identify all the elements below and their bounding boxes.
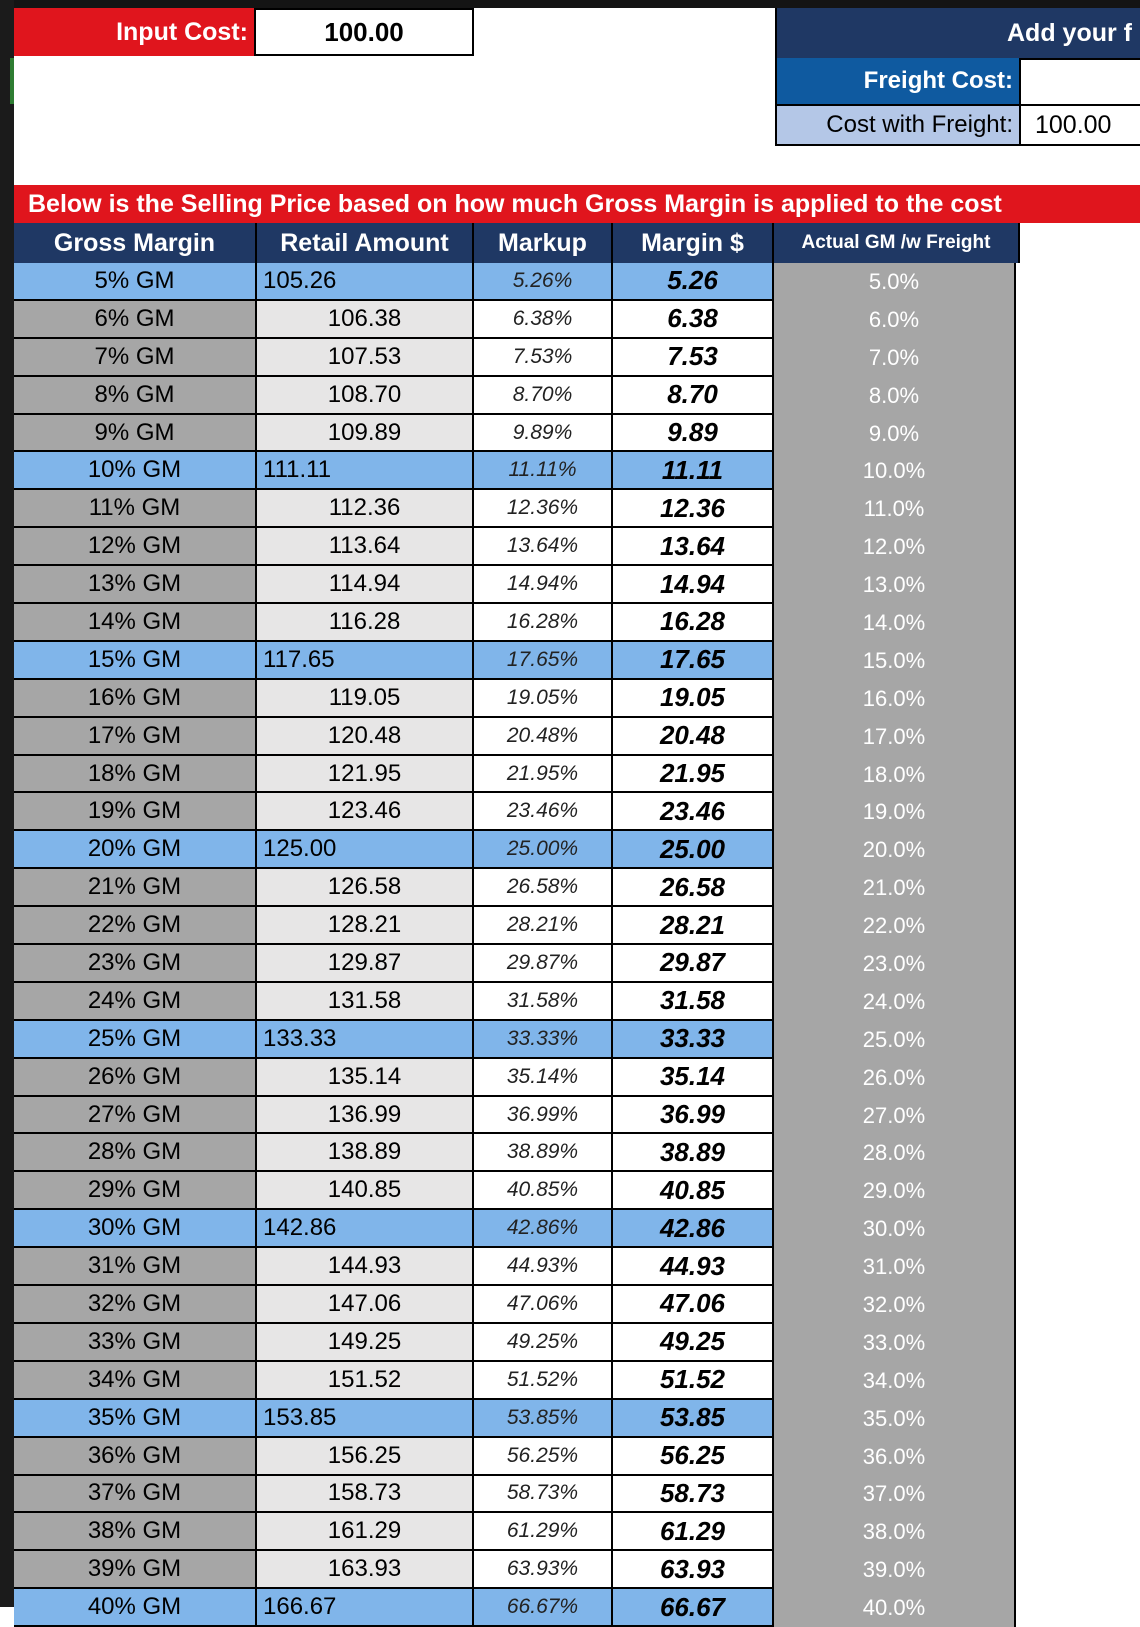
markup-cell[interactable]: 23.46% xyxy=(474,793,613,831)
actual-gm-cell[interactable]: 37.0% xyxy=(774,1476,1016,1514)
actual-gm-cell[interactable]: 21.0% xyxy=(774,869,1016,907)
table-row xyxy=(14,1400,1020,1438)
actual-gm-cell[interactable]: 22.0% xyxy=(774,907,1016,945)
margin-dollar-cell[interactable]: 25.00 xyxy=(613,831,774,869)
retail-amount-cell[interactable]: 142.86 xyxy=(257,1210,474,1248)
margin-dollar-cell[interactable]: 44.93 xyxy=(613,1248,774,1286)
retail-amount-cell[interactable]: 156.25 xyxy=(257,1438,474,1476)
table-row xyxy=(14,490,1020,528)
table-row xyxy=(14,452,1020,490)
gross-margin-cell[interactable]: 36% GM xyxy=(14,1438,257,1476)
table-row xyxy=(14,680,1020,718)
margin-dollar-cell[interactable]: 47.06 xyxy=(613,1286,774,1324)
margin-dollar-cell[interactable]: 29.87 xyxy=(613,945,774,983)
markup-cell[interactable]: 16.28% xyxy=(474,604,613,642)
retail-amount-cell[interactable]: 129.87 xyxy=(257,945,474,983)
table-row xyxy=(14,642,1020,680)
actual-gm-cell[interactable]: 12.0% xyxy=(774,528,1016,566)
gross-margin-cell[interactable]: 16% GM xyxy=(14,680,257,718)
actual-gm-cell[interactable]: 6.0% xyxy=(774,301,1016,339)
table-row xyxy=(14,793,1020,831)
margin-dollar-cell[interactable]: 14.94 xyxy=(613,566,774,604)
freight-cost-field[interactable] xyxy=(1019,58,1140,106)
margin-dollar-cell[interactable]: 19.05 xyxy=(613,680,774,718)
margin-dollar-cell[interactable]: 28.21 xyxy=(613,907,774,945)
retail-amount-cell[interactable]: 163.93 xyxy=(257,1551,474,1589)
table-row xyxy=(14,756,1020,794)
margin-dollar-cell[interactable]: 66.67 xyxy=(613,1589,774,1627)
actual-gm-cell[interactable]: 18.0% xyxy=(774,756,1016,794)
retail-amount-cell[interactable]: 158.73 xyxy=(257,1476,474,1514)
gross-margin-cell[interactable]: 29% GM xyxy=(14,1172,257,1210)
table-row xyxy=(14,415,1020,453)
retail-amount-cell[interactable]: 153.85 xyxy=(257,1400,474,1438)
gross-margin-cell[interactable]: 7% GM xyxy=(14,339,257,377)
margin-dollar-cell[interactable]: 35.14 xyxy=(613,1059,774,1097)
margin-dollar-cell[interactable]: 8.70 xyxy=(613,377,774,415)
markup-cell[interactable]: 8.70% xyxy=(474,377,613,415)
markup-cell[interactable]: 66.67% xyxy=(474,1589,613,1627)
actual-gm-cell[interactable]: 36.0% xyxy=(774,1438,1016,1476)
margin-dollar-cell[interactable]: 17.65 xyxy=(613,642,774,680)
gross-margin-cell[interactable]: 40% GM xyxy=(14,1589,257,1627)
header-markup[interactable]: Markup xyxy=(474,223,613,263)
table-row xyxy=(14,263,1020,301)
retail-amount-cell[interactable]: 105.26 xyxy=(257,263,474,301)
retail-amount-cell[interactable]: 131.58 xyxy=(257,983,474,1021)
gross-margin-cell[interactable]: 28% GM xyxy=(14,1134,257,1172)
table-row xyxy=(14,945,1020,983)
gross-margin-cell[interactable]: 38% GM xyxy=(14,1513,257,1551)
retail-amount-cell[interactable]: 166.67 xyxy=(257,1589,474,1627)
table-row xyxy=(14,718,1020,756)
retail-amount-cell[interactable]: 121.95 xyxy=(257,756,474,794)
retail-amount-cell[interactable]: 135.14 xyxy=(257,1059,474,1097)
gross-margin-cell[interactable]: 39% GM xyxy=(14,1551,257,1589)
margin-dollar-cell[interactable]: 33.33 xyxy=(613,1021,774,1059)
margin-dollar-cell[interactable]: 13.64 xyxy=(613,528,774,566)
retail-amount-cell[interactable]: 117.65 xyxy=(257,642,474,680)
markup-cell[interactable]: 51.52% xyxy=(474,1362,613,1400)
markup-cell[interactable]: 36.99% xyxy=(474,1097,613,1135)
retail-amount-cell[interactable]: 136.99 xyxy=(257,1097,474,1135)
table-row xyxy=(14,1210,1020,1248)
actual-gm-cell[interactable]: 24.0% xyxy=(774,983,1016,1021)
margin-dollar-cell[interactable]: 42.86 xyxy=(613,1210,774,1248)
table-row xyxy=(14,1589,1020,1627)
actual-gm-cell[interactable]: 5.0% xyxy=(774,263,1016,301)
actual-gm-cell[interactable]: 29.0% xyxy=(774,1172,1016,1210)
margin-dollar-cell[interactable]: 36.99 xyxy=(613,1097,774,1135)
gross-margin-cell[interactable]: 8% GM xyxy=(14,377,257,415)
gross-margin-cell[interactable]: 10% GM xyxy=(14,452,257,490)
table-row xyxy=(14,566,1020,604)
markup-cell[interactable]: 44.93% xyxy=(474,1248,613,1286)
actual-gm-cell[interactable]: 35.0% xyxy=(774,1400,1016,1438)
gross-margin-cell[interactable]: 35% GM xyxy=(14,1400,257,1438)
markup-cell[interactable]: 17.65% xyxy=(474,642,613,680)
actual-gm-cell[interactable]: 16.0% xyxy=(774,680,1016,718)
actual-gm-cell[interactable]: 30.0% xyxy=(774,1210,1016,1248)
freight-cost-label: Freight Cost: xyxy=(775,58,1019,106)
margin-dollar-cell[interactable]: 51.52 xyxy=(613,1362,774,1400)
markup-cell[interactable]: 63.93% xyxy=(474,1551,613,1589)
retail-amount-cell[interactable]: 107.53 xyxy=(257,339,474,377)
margin-dollar-cell[interactable]: 38.89 xyxy=(613,1134,774,1172)
actual-gm-cell[interactable]: 13.0% xyxy=(774,566,1016,604)
actual-gm-cell[interactable]: 17.0% xyxy=(774,718,1016,756)
markup-cell[interactable]: 33.33% xyxy=(474,1021,613,1059)
actual-gm-cell[interactable]: 38.0% xyxy=(774,1513,1016,1551)
margin-dollar-cell[interactable]: 9.89 xyxy=(613,415,774,453)
table-row xyxy=(14,1324,1020,1362)
margin-dollar-cell[interactable]: 53.85 xyxy=(613,1400,774,1438)
actual-gm-cell[interactable]: 26.0% xyxy=(774,1059,1016,1097)
markup-cell[interactable]: 21.95% xyxy=(474,756,613,794)
markup-cell[interactable]: 7.53% xyxy=(474,339,613,377)
cost-with-freight-value[interactable]: 100.00 xyxy=(1019,106,1140,146)
markup-cell[interactable]: 26.58% xyxy=(474,869,613,907)
actual-gm-cell[interactable]: 19.0% xyxy=(774,793,1016,831)
margin-dollar-cell[interactable]: 63.93 xyxy=(613,1551,774,1589)
margin-dollar-cell[interactable]: 61.29 xyxy=(613,1513,774,1551)
gross-margin-cell[interactable]: 5% GM xyxy=(14,263,257,301)
gross-margin-cell[interactable]: 11% GM xyxy=(14,490,257,528)
gross-margin-cell[interactable]: 9% GM xyxy=(14,415,257,453)
table-row xyxy=(14,831,1020,869)
markup-cell[interactable]: 5.26% xyxy=(474,263,613,301)
table-row xyxy=(14,1021,1020,1059)
header-actual-gm-freight[interactable]: Actual GM /w Freight xyxy=(774,223,1020,263)
markup-cell[interactable]: 61.29% xyxy=(474,1513,613,1551)
gross-margin-cell[interactable]: 14% GM xyxy=(14,604,257,642)
table-row xyxy=(14,339,1020,377)
cost-with-freight-label: Cost with Freight: xyxy=(775,106,1019,146)
actual-gm-cell[interactable]: 10.0% xyxy=(774,452,1016,490)
markup-cell[interactable]: 12.36% xyxy=(474,490,613,528)
gross-margin-cell[interactable]: 17% GM xyxy=(14,718,257,756)
markup-cell[interactable]: 56.25% xyxy=(474,1438,613,1476)
actual-gm-cell[interactable]: 8.0% xyxy=(774,377,1016,415)
actual-gm-cell[interactable]: 23.0% xyxy=(774,945,1016,983)
margin-dollar-cell[interactable]: 23.46 xyxy=(613,793,774,831)
gross-margin-cell[interactable]: 31% GM xyxy=(14,1248,257,1286)
retail-amount-cell[interactable]: 114.94 xyxy=(257,566,474,604)
actual-gm-cell[interactable]: 20.0% xyxy=(774,831,1016,869)
margin-table xyxy=(14,263,1020,1627)
table-row xyxy=(14,869,1020,907)
table-row xyxy=(14,1286,1020,1324)
markup-cell[interactable]: 9.89% xyxy=(474,415,613,453)
retail-amount-cell[interactable]: 111.11 xyxy=(257,452,474,490)
retail-amount-cell[interactable]: 138.89 xyxy=(257,1134,474,1172)
gross-margin-cell[interactable]: 27% GM xyxy=(14,1097,257,1135)
markup-cell[interactable]: 58.73% xyxy=(474,1476,613,1514)
gross-margin-cell[interactable]: 24% GM xyxy=(14,983,257,1021)
retail-amount-cell[interactable]: 120.48 xyxy=(257,718,474,756)
markup-cell[interactable]: 6.38% xyxy=(474,301,613,339)
retail-amount-cell[interactable]: 106.38 xyxy=(257,301,474,339)
gross-margin-cell[interactable]: 13% GM xyxy=(14,566,257,604)
gross-margin-cell[interactable]: 32% GM xyxy=(14,1286,257,1324)
margin-dollar-cell[interactable]: 6.38 xyxy=(613,301,774,339)
gross-margin-cell[interactable]: 21% GM xyxy=(14,869,257,907)
header-margin-dollar[interactable]: Margin $ xyxy=(613,223,774,263)
actual-gm-cell[interactable]: 33.0% xyxy=(774,1324,1016,1362)
gross-margin-cell[interactable]: 18% GM xyxy=(14,756,257,794)
retail-amount-cell[interactable]: 149.25 xyxy=(257,1324,474,1362)
margin-dollar-cell[interactable]: 31.58 xyxy=(613,983,774,1021)
markup-cell[interactable]: 31.58% xyxy=(474,983,613,1021)
gross-margin-cell[interactable]: 34% GM xyxy=(14,1362,257,1400)
table-row xyxy=(14,1476,1020,1514)
actual-gm-cell[interactable]: 31.0% xyxy=(774,1248,1016,1286)
retail-amount-cell[interactable]: 144.93 xyxy=(257,1248,474,1286)
actual-gm-cell[interactable]: 9.0% xyxy=(774,415,1016,453)
table-row xyxy=(14,301,1020,339)
table-row xyxy=(14,1172,1020,1210)
markup-cell[interactable]: 35.14% xyxy=(474,1059,613,1097)
actual-gm-cell[interactable]: 39.0% xyxy=(774,1551,1016,1589)
gross-margin-cell[interactable]: 26% GM xyxy=(14,1059,257,1097)
retail-amount-cell[interactable]: 109.89 xyxy=(257,415,474,453)
table-row xyxy=(14,1551,1020,1589)
actual-gm-cell[interactable]: 28.0% xyxy=(774,1134,1016,1172)
markup-cell[interactable]: 25.00% xyxy=(474,831,613,869)
retail-amount-cell[interactable]: 123.46 xyxy=(257,793,474,831)
markup-cell[interactable]: 28.21% xyxy=(474,907,613,945)
table-row xyxy=(14,983,1020,1021)
margin-dollar-cell[interactable]: 20.48 xyxy=(613,718,774,756)
actual-gm-cell[interactable]: 25.0% xyxy=(774,1021,1016,1059)
row-header-strip xyxy=(0,0,14,1607)
actual-gm-cell[interactable]: 15.0% xyxy=(774,642,1016,680)
gross-margin-cell[interactable]: 33% GM xyxy=(14,1324,257,1362)
retail-amount-cell[interactable]: 126.58 xyxy=(257,869,474,907)
actual-gm-cell[interactable]: 34.0% xyxy=(774,1362,1016,1400)
retail-amount-cell[interactable]: 161.29 xyxy=(257,1513,474,1551)
gross-margin-cell[interactable]: 23% GM xyxy=(14,945,257,983)
margin-dollar-cell[interactable]: 21.95 xyxy=(613,756,774,794)
actual-gm-cell[interactable]: 11.0% xyxy=(774,490,1016,528)
input-cost-field[interactable]: 100.00 xyxy=(254,8,474,56)
retail-amount-cell[interactable]: 116.28 xyxy=(257,604,474,642)
retail-amount-cell[interactable]: 147.06 xyxy=(257,1286,474,1324)
actual-gm-cell[interactable]: 40.0% xyxy=(774,1589,1016,1627)
gross-margin-cell[interactable]: 22% GM xyxy=(14,907,257,945)
retail-amount-cell[interactable]: 140.85 xyxy=(257,1172,474,1210)
table-row xyxy=(14,377,1020,415)
input-cost-label: Input Cost: xyxy=(14,8,254,56)
margin-dollar-cell[interactable]: 40.85 xyxy=(613,1172,774,1210)
retail-amount-cell[interactable]: 119.05 xyxy=(257,680,474,718)
freight-box-header: Add your f xyxy=(775,8,1140,58)
gross-margin-cell[interactable]: 20% GM xyxy=(14,831,257,869)
table-row xyxy=(14,604,1020,642)
table-row xyxy=(14,1438,1020,1476)
markup-cell[interactable]: 47.06% xyxy=(474,1286,613,1324)
retail-amount-cell[interactable]: 112.36 xyxy=(257,490,474,528)
margin-dollar-cell[interactable]: 49.25 xyxy=(613,1324,774,1362)
markup-cell[interactable]: 20.48% xyxy=(474,718,613,756)
markup-cell[interactable]: 42.86% xyxy=(474,1210,613,1248)
table-row xyxy=(14,1134,1020,1172)
margin-dollar-cell[interactable]: 58.73 xyxy=(613,1476,774,1514)
table-row xyxy=(14,1248,1020,1286)
retail-amount-cell[interactable]: 125.00 xyxy=(257,831,474,869)
active-cell-marker xyxy=(10,58,14,104)
markup-cell[interactable]: 53.85% xyxy=(474,1400,613,1438)
actual-gm-cell[interactable]: 32.0% xyxy=(774,1286,1016,1324)
gross-margin-cell[interactable]: 25% GM xyxy=(14,1021,257,1059)
gross-margin-cell[interactable]: 19% GM xyxy=(14,793,257,831)
table-row xyxy=(14,907,1020,945)
retail-amount-cell[interactable]: 108.70 xyxy=(257,377,474,415)
gross-margin-cell[interactable]: 15% GM xyxy=(14,642,257,680)
table-row xyxy=(14,1362,1020,1400)
markup-cell[interactable]: 14.94% xyxy=(474,566,613,604)
actual-gm-cell[interactable]: 27.0% xyxy=(774,1097,1016,1135)
markup-cell[interactable]: 49.25% xyxy=(474,1324,613,1362)
retail-amount-cell[interactable]: 133.33 xyxy=(257,1021,474,1059)
header-retail-amount[interactable]: Retail Amount xyxy=(257,223,474,263)
margin-dollar-cell[interactable]: 56.25 xyxy=(613,1438,774,1476)
markup-cell[interactable]: 19.05% xyxy=(474,680,613,718)
margin-dollar-cell[interactable]: 12.36 xyxy=(613,490,774,528)
margin-dollar-cell[interactable]: 11.11 xyxy=(613,452,774,490)
selling-price-banner: Below is the Selling Price based on how much Gross Margin is applied to the cost xyxy=(14,185,1140,223)
retail-amount-cell[interactable]: 113.64 xyxy=(257,528,474,566)
gross-margin-cell[interactable]: 30% GM xyxy=(14,1210,257,1248)
retail-amount-cell[interactable]: 151.52 xyxy=(257,1362,474,1400)
table-row xyxy=(14,528,1020,566)
table-row xyxy=(14,1097,1020,1135)
gross-margin-cell[interactable]: 12% GM xyxy=(14,528,257,566)
margin-dollar-cell[interactable]: 16.28 xyxy=(613,604,774,642)
markup-cell[interactable]: 40.85% xyxy=(474,1172,613,1210)
actual-gm-cell[interactable]: 7.0% xyxy=(774,339,1016,377)
markup-cell[interactable]: 11.11% xyxy=(474,452,613,490)
markup-cell[interactable]: 38.89% xyxy=(474,1134,613,1172)
retail-amount-cell[interactable]: 128.21 xyxy=(257,907,474,945)
margin-dollar-cell[interactable]: 26.58 xyxy=(613,869,774,907)
gross-margin-cell[interactable]: 37% GM xyxy=(14,1476,257,1514)
table-row xyxy=(14,1059,1020,1097)
gross-margin-cell[interactable]: 6% GM xyxy=(14,301,257,339)
markup-cell[interactable]: 13.64% xyxy=(474,528,613,566)
markup-cell[interactable]: 29.87% xyxy=(474,945,613,983)
header-gross-margin[interactable]: Gross Margin xyxy=(14,223,257,263)
table-row xyxy=(14,1513,1020,1551)
margin-dollar-cell[interactable]: 7.53 xyxy=(613,339,774,377)
margin-dollar-cell[interactable]: 5.26 xyxy=(613,263,774,301)
column-header-strip xyxy=(0,0,1140,8)
actual-gm-cell[interactable]: 14.0% xyxy=(774,604,1016,642)
